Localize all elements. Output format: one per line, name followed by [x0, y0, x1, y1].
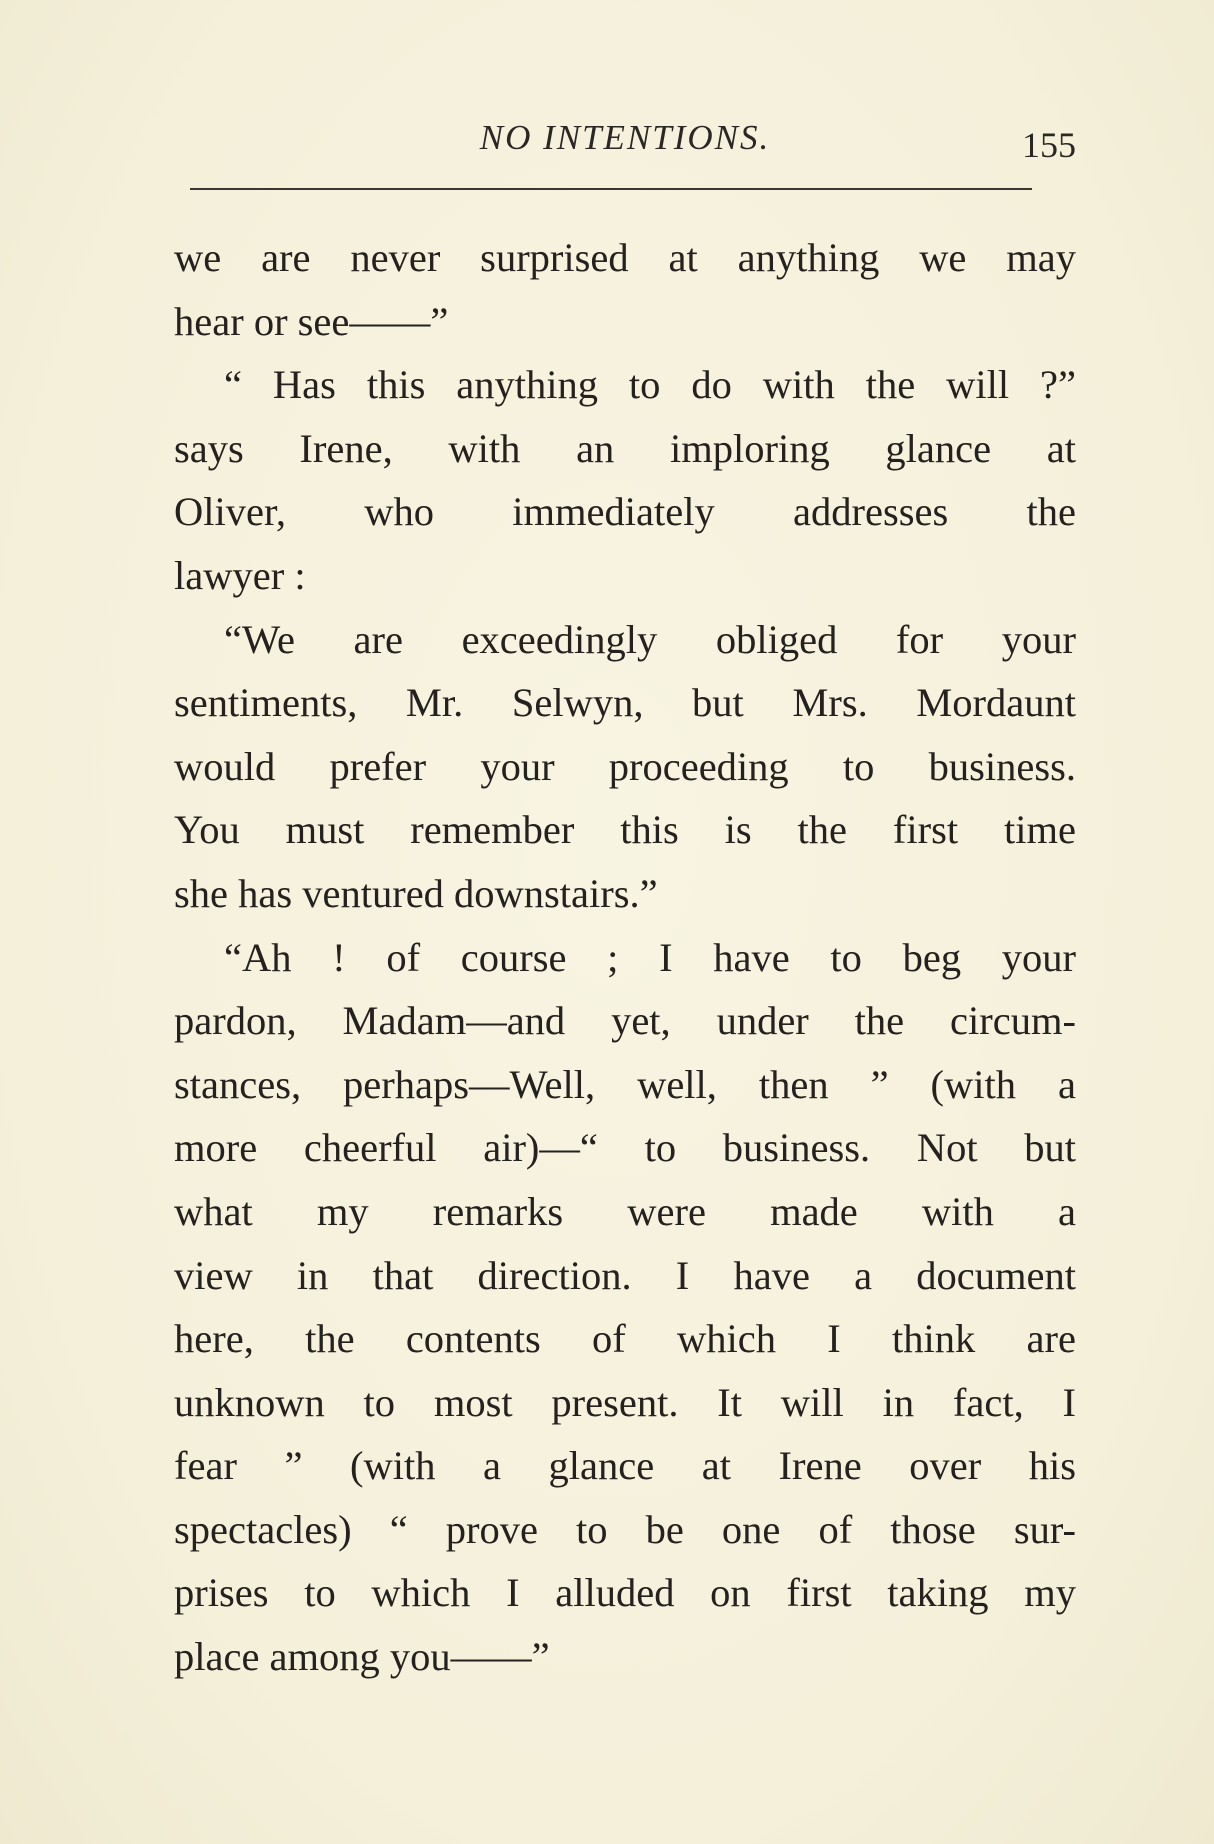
text-line: here, the contents of which I think are — [174, 1316, 1076, 1362]
text-line: hear or see——” — [174, 298, 449, 344]
running-title: NO INTENTIONS. — [479, 118, 771, 157]
text-line: unknown to most present. It will in fact, I — [174, 1379, 1076, 1425]
text-line: You must remember this is the first time — [174, 807, 1076, 853]
text-line: place among you——” — [174, 1634, 550, 1680]
text-line: Oliver, who immediately addresses the — [174, 489, 1076, 535]
text-line: spectacles) “ prove to be one of those sur- — [174, 1506, 1076, 1552]
text-line: says Irene, with an imploring glance at — [174, 425, 1076, 471]
text-line: prises to which I alluded on first taking my — [174, 1570, 1076, 1616]
text-line: “ Has this anything to do with the will ?” — [224, 362, 1076, 408]
text-line: stances, perhaps—Well, well, then ” (with a — [174, 1061, 1076, 1107]
text-line: sentiments, Mr. Selwyn, but Mrs. Mordaunt — [174, 680, 1076, 726]
page-number: 155 — [1022, 125, 1076, 165]
page-header — [174, 118, 1076, 168]
body-text — [174, 226, 1076, 1689]
text-line: lawyer : — [174, 552, 306, 598]
text-line: what my remarks were made with a — [174, 1188, 1076, 1234]
header-rule — [190, 188, 1032, 190]
text-line: she has ventured downstairs.” — [174, 870, 658, 916]
text-line: would prefer your proceeding to business. — [174, 743, 1076, 789]
text-line: pardon, Madam—and yet, under the circum- — [174, 998, 1076, 1044]
text-line: view in that direction. I have a document — [174, 1252, 1076, 1298]
text-line: fear ” (with a glance at Irene over his — [174, 1443, 1076, 1489]
text-line: “We are exceedingly obliged for your — [224, 616, 1076, 662]
text-line: “Ah ! of course ; I have to beg your — [224, 934, 1076, 980]
text-line: we are never surprised at anything we may — [174, 235, 1076, 280]
text-line: more cheerful air)—“ to business. Not but — [174, 1125, 1076, 1171]
